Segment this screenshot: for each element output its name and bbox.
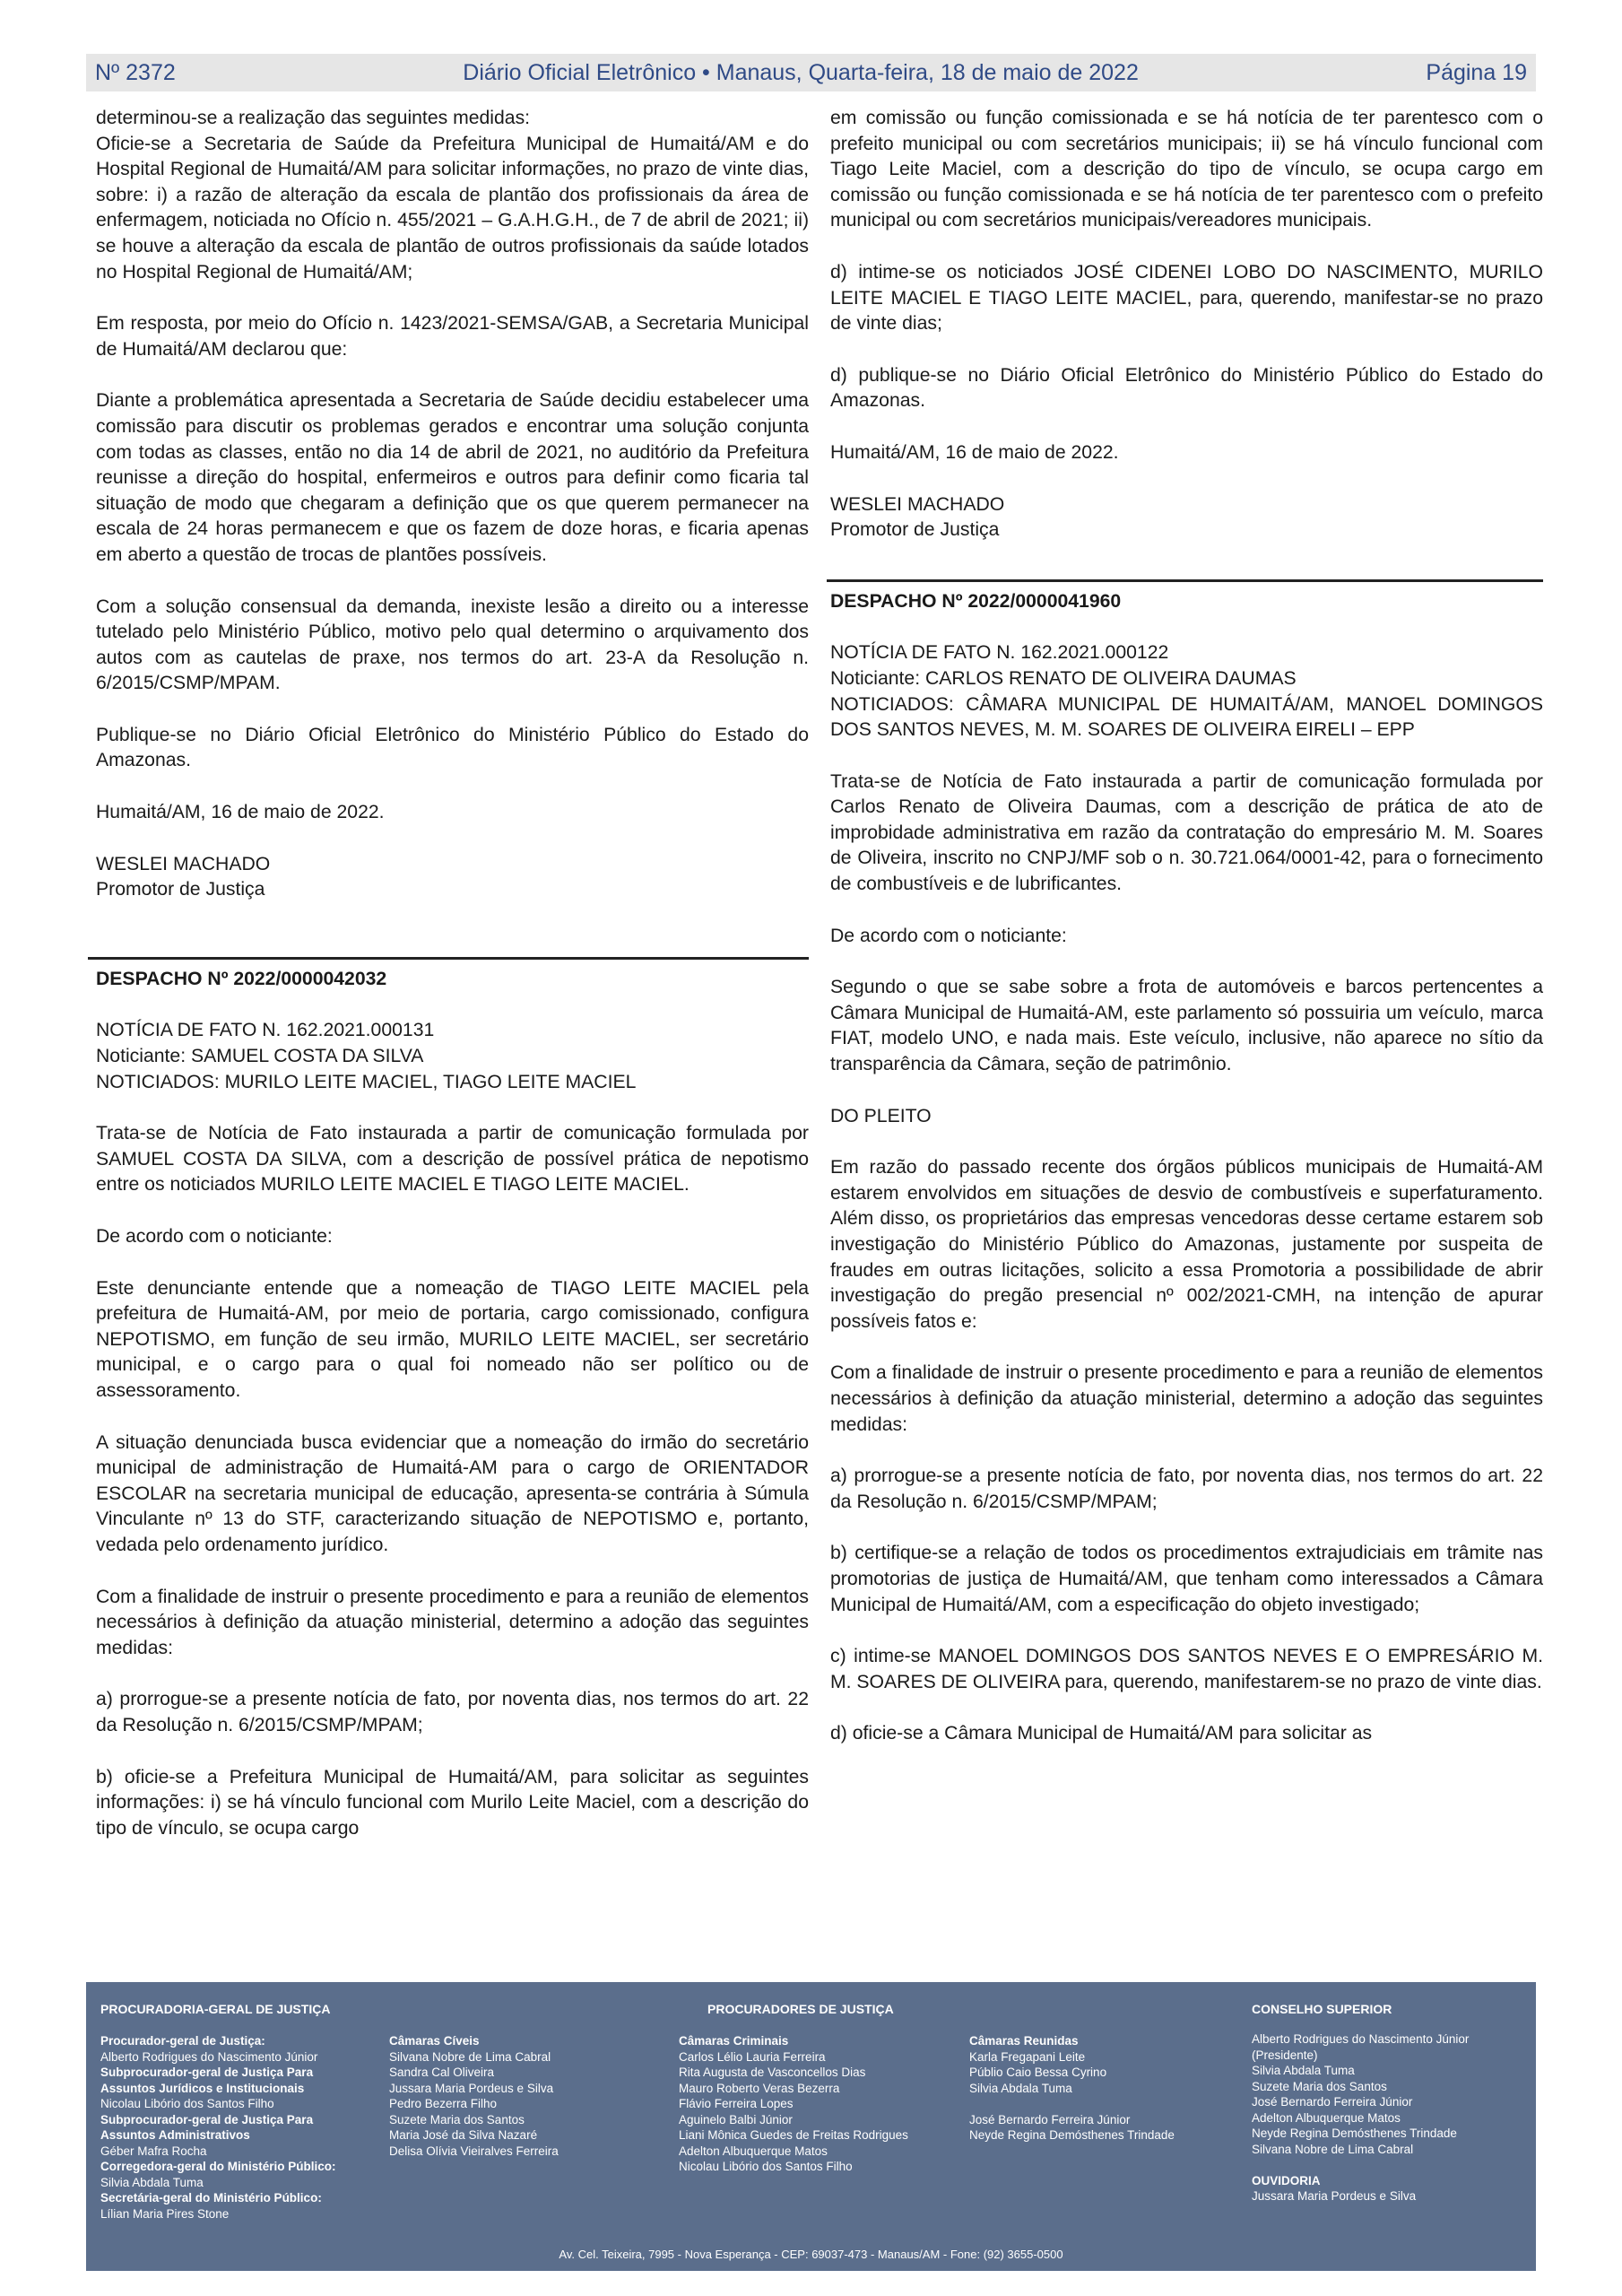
member-name: José Bernardo Ferreira Júnior	[1252, 2095, 1413, 2109]
camaras-civeis-title: Câmaras Cíveis	[389, 2034, 480, 2048]
signature-role: Promotor de Justiça	[96, 879, 265, 900]
signature-name: WESLEI MACHADO	[830, 493, 1005, 515]
paragraph: Com a finalidade de instruir o presente procedimento e para a reunião de elementos necessários à definição da atuação ministerial, determino a adoção das seguintes medidas:	[96, 1586, 809, 1658]
member-name: Públio Caio Bessa Cyrino	[969, 2066, 1107, 2079]
member-name: Rita Augusta de Vasconcellos Dias	[679, 2066, 866, 2079]
paragraph: em comissão ou função comissionada e se há notícia de ter parentesco com o prefeito municipal ou com secretários municipais; ii) se há vínculo funcional com Tiago Leite Maciel, com a descrição do tipo de vínculo, se ocupa cargo em comissão ou função comissionada e se há notícia de ter parentesco com o prefeito municipal ou com secretários municipais/vereadores municipais.	[830, 108, 1543, 231]
paragraph: Trata-se de Notícia de Fato instaurada a partir de comunicação formulada por SAMUEL COSTA DA SILVA, com a descrição de possível prática de nepotismo entre os noticiados MURILO LEITE MACIEL E TIAGO LEITE MACIEL.	[96, 1123, 809, 1196]
member-name: Jussara Maria Pordeus e Silva	[1252, 2189, 1417, 2203]
footer-heading-pgj: PROCURADORIA-GERAL DE JUSTIÇA	[100, 2002, 331, 2016]
publication-title: Diário Oficial Eletrônico • Manaus, Quarta-feira, 18 de maio de 2022	[463, 59, 1139, 85]
case-number: NOTÍCIA DE FATO N. 162.2021.000122	[830, 642, 1169, 664]
member-name: Silvana Nobre de Lima Cabral	[389, 2049, 551, 2064]
member-name: Adelton Albuquerque Matos	[679, 2144, 828, 2158]
pgj-label: Secretária-geral do Ministério Público:	[100, 2191, 322, 2205]
signature-name: WESLEI MACHADO	[96, 853, 271, 874]
paragraph: Com a finalidade de instruir o presente procedimento e para a reunião de elementos necessários à definição da atuação ministerial, determino a adoção das seguintes medidas:	[830, 1362, 1543, 1435]
subheading: DO PLEITO	[830, 1105, 932, 1126]
member-name: Liani Mônica Guedes de Freitas Rodrigues	[679, 2128, 908, 2142]
member-name: Nicolau Libório dos Santos Filho	[679, 2160, 853, 2173]
section-title: DESPACHO Nº 2022/0000042032	[88, 957, 809, 993]
complainant: Noticiante: CARLOS RENATO DE OLIVEIRA DAUMAS	[830, 667, 1297, 689]
member-name: Aguinelo Balbi Júnior	[679, 2112, 793, 2126]
member-name: (Presidente)	[1252, 2048, 1318, 2062]
paragraph: Publique-se no Diário Oficial Eletrônico do Ministério Público do Estado do Amazonas.	[96, 724, 809, 771]
pgj-label: Procurador-geral de Justiça:	[100, 2034, 265, 2048]
camaras-civeis	[389, 2033, 658, 2159]
footer-heading-cs: CONSELHO SUPERIOR	[1252, 2002, 1392, 2016]
date-line: Humaitá/AM, 16 de maio de 2022.	[96, 802, 385, 823]
member-name: Suzete Maria dos Santos	[389, 2112, 525, 2126]
ouvidoria-title: OUVIDORIA	[1252, 2173, 1321, 2187]
respondents: NOTICIADOS: CÂMARA MUNICIPAL DE HUMAITÁ/AM, MANOEL DOMINGOS DOS SANTOS NEVES, M. M. SOARES DE OLIVEIRA EIRELI – EPP	[830, 693, 1543, 741]
pgj-name: Alberto Rodrigues do Nascimento Júnior	[100, 2049, 318, 2064]
paragraph: Em resposta, por meio do Ofício n. 1423/2021-SEMSA/GAB, a Secretaria Municipal de Humaitá/AM declarou que:	[96, 313, 809, 360]
page-header	[86, 54, 1536, 91]
paragraph: determinou-se a realização das seguintes medidas:	[96, 108, 531, 128]
member-name: Silvana Nobre de Lima Cabral	[1252, 2142, 1414, 2156]
member-name: Suzete Maria dos Santos	[1252, 2079, 1387, 2093]
paragraph: De acordo com o noticiante:	[830, 925, 1067, 946]
paragraph: b) certifique-se a relação de todos os procedimentos extrajudiciais em trâmite nas promotorias de justiça de Humaitá/AM, que tenham como interessados a Câmara Municipal de Humaitá/AM, com a especificação do objeto investigado;	[830, 1543, 1543, 1615]
paragraph: d) intime-se os noticiados JOSÉ CIDENEI LOBO DO NASCIMENTO, MURILO LEITE MACIEL E TIAGO LEITE MACIEL, para, querendo, manifestar-se no prazo de vinte dias;	[830, 261, 1543, 335]
camaras-reunidas-title: Câmaras Reunidas	[969, 2034, 1079, 2048]
paragraph: b) oficie-se a Prefeitura Municipal de Humaitá/AM, para solicitar as seguintes informações: i) se há vínculo funcional com Murilo Leite Maciel, com a descrição do tipo de vínculo, se ocupa cargo	[96, 1766, 809, 1839]
page-number: Página 19	[1426, 59, 1527, 85]
member-name: Pedro Bezerra Filho	[389, 2097, 498, 2110]
member-name: Maria José da Silva Nazaré	[389, 2128, 538, 2142]
member-name: Delisa Olívia Vieiralves Ferreira	[389, 2144, 559, 2158]
member-name: Alberto Rodrigues do Nascimento Júnior	[1252, 2032, 1470, 2046]
member-name: Silvia Abdala Tuma	[1252, 2064, 1355, 2077]
paragraph: Em razão do passado recente dos órgãos públicos municipais de Humaitá-AM estarem envolvidos em situações de desvio de combustíveis e superfaturamento. Além disso, os proprietários das empresas vencedoras desse certame estarem sob investigação do Ministério Público do Amazonas, justamente por suspeita de fraudes em outras licitações, solicito a essa Promotoria a possibilidade de abrir investigação do pregão presencial nº 002/2021-CMH, na intenção de apurar possíveis fatos e:	[830, 1157, 1543, 1332]
issue-number: Nº 2372	[95, 59, 176, 85]
paragraph: Oficie-se a Secretaria de Saúde da Prefeitura Municipal de Humaitá/AM e do Hospital Regional de Humaitá/AM para solicitar informações, no prazo de vinte dias, sobre: i) a razão de alteração da escala de plantão dos profissionais da área de enfermagem, noticiada no Ofício n. 455/2021 – G.A.H.G.H., de 7 de abril de 2021; ii) se houve a alteração da escala de plantão de outros profissionais da saúde lotados no Hospital Regional de Humaitá/AM;	[96, 133, 809, 283]
member-name: Mauro Roberto Veras Bezerra	[679, 2081, 840, 2095]
member-name: José Bernardo Ferreira Júnior	[969, 2112, 1131, 2126]
pgj-name: Silvia Abdala Tuma	[100, 2175, 204, 2189]
paragraph: Este denunciante entende que a nomeação de TIAGO LEITE MACIEL pela prefeitura de Humaitá-AM, por meio de portaria, cargo comissionado, configura NEPOTISMO, em função de seu irmão, MURILO LEITE MACIEL, ser secretário municipal, e o cargo para o qual foi nomeado não ser político ou de assessoramento.	[96, 1277, 809, 1401]
camaras-criminais-title: Câmaras Criminais	[679, 2034, 789, 2048]
member-name: Adelton Albuquerque Matos	[1252, 2110, 1401, 2125]
section-title: DESPACHO Nº 2022/0000041960	[827, 579, 1543, 615]
paragraph: Diante a problemática apresentada a Secretaria de Saúde decidiu estabelecer uma comissão para discutir os problemas gerados e encontrar uma solução conjunta com todas as classes, então no dia 14 de abril de 2021, no auditório da Prefeitura reunisse a direção do hospital, enfermeiros e outros para definir como ficaria tal situação de modo que chegaram a definição que os que querem permanecer na escala de 24 horas permanecem e que os fazem de doze horas, e ficaria apenas em aberto a questão de trocas de plantões possíveis.	[96, 390, 809, 565]
paragraph: a) prorrogue-se a presente notícia de fato, por noventa dias, nos termos do art. 22 da Resolução n. 6/2015/CSMP/MPAM;	[96, 1689, 809, 1735]
member-name: Silvia Abdala Tuma	[969, 2081, 1072, 2095]
member-name: Carlos Lélio Lauria Ferreira	[679, 2049, 826, 2064]
date-line: Humaitá/AM, 16 de maio de 2022.	[830, 441, 1119, 463]
case-number: NOTÍCIA DE FATO N. 162.2021.000131	[96, 1020, 435, 1041]
paragraph: c) intime-se MANOEL DOMINGOS DOS SANTOS NEVES E O EMPRESÁRIO M. M. SOARES DE OLIVEIRA para, querendo, manifestarem-se no prazo de vinte dias.	[830, 1646, 1543, 1692]
complainant: Noticiante: SAMUEL COSTA DA SILVA	[96, 1046, 424, 1067]
member-name: Neyde Regina Demósthenes Trindade	[1252, 2126, 1457, 2140]
paragraph: De acordo com o noticiante:	[96, 1226, 333, 1247]
pgj-list	[100, 2033, 369, 2222]
footer-heading-pj: PROCURADORES DE JUSTIÇA	[707, 2002, 894, 2016]
paragraph: d) publique-se no Diário Oficial Eletrônico do Ministério Público do Estado do Amazonas.	[830, 364, 1543, 412]
camaras-criminais	[679, 2033, 957, 2175]
pgj-name: Lílian Maria Pires Stone	[100, 2206, 230, 2221]
member-name: Karla Fregapani Leite	[969, 2049, 1086, 2064]
pgj-name: Géber Mafra Rocha	[100, 2144, 207, 2158]
page-footer	[86, 1982, 1536, 2271]
member-name: Flávio Ferreira Lopes	[679, 2097, 794, 2110]
left-column	[96, 106, 809, 1841]
pgj-label: Subprocurador-geral de Justiça Para Assuntos Administrativos	[100, 2112, 314, 2142]
paragraph: d) oficie-se a Câmara Municipal de Humaitá/AM para solicitar as	[830, 1723, 1373, 1744]
paragraph: Com a solução consensual da demanda, inexiste lesão a direito ou a interesse tutelado pelo Ministério Público, motivo pelo qual determino o arquivamento dos autos com as cautelas de praxe, nos termos do art. 23-A da Resolução n. 6/2015/CSMP/MPAM.	[96, 596, 809, 694]
member-name: Neyde Regina Demósthenes Trindade	[969, 2128, 1175, 2142]
conselho-superior	[1252, 2031, 1521, 2205]
paragraph: Trata-se de Notícia de Fato instaurada a partir de comunicação formulada por Carlos Renato de Oliveira Daumas, com a descrição de prática de ato de improbidade administrativa em razão da contratação do empresário M. M. Soares de Oliveira, inscrito no CNPJ/MF sob o n. 30.721.064/0001-42, para o fornecimento de combustíveis e de lubrificantes.	[830, 770, 1543, 895]
member-name: Sandra Cal Oliveira	[389, 2066, 495, 2079]
pgj-label: Subprocurador-geral de Justiça Para Assuntos Jurídicos e Institucionais	[100, 2066, 314, 2095]
member-name: Jussara Maria Pordeus e Silva	[389, 2081, 554, 2095]
signature-role: Promotor de Justiça	[830, 519, 1000, 541]
paragraph: a) prorrogue-se a presente notícia de fato, por noventa dias, nos termos do art. 22 da Resolução n. 6/2015/CSMP/MPAM;	[830, 1465, 1543, 1512]
footer-address: Av. Cel. Teixeira, 7995 - Nova Esperança - CEP: 69037-473 - Manaus/AM - Fone: (92) 3655-0500	[559, 2247, 1063, 2261]
pgj-name: Nicolau Libório dos Santos Filho	[100, 2097, 274, 2110]
respondents: NOTICIADOS: MURILO LEITE MACIEL, TIAGO LEITE MACIEL	[96, 1071, 637, 1092]
right-column	[830, 106, 1543, 1747]
paragraph: A situação denunciada busca evidenciar que a nomeação do irmão do secretário municipal de administração de Humaitá-AM para o cargo de ORIENTADOR ESCOLAR na secretaria municipal de educação, apresenta-se contrária à Súmula Vinculante nº 13 do STF, caracterizando situação de NEPOTISMO e, portanto, vedada pelo ordenamento jurídico.	[96, 1431, 809, 1555]
camaras-reunidas	[969, 2033, 1238, 2144]
paragraph: Segundo o que se sabe sobre a frota de automóveis e barcos pertencentes a Câmara Municipal de Humaitá-AM, este parlamento só possuiria um veículo, marca FIAT, modelo UNO, e nada mais. Este veículo, inclusive, não aparece no sítio da transparência da Câmara, seção de patrimônio.	[830, 977, 1543, 1075]
pgj-label: Corregedora-geral do Ministério Público:	[100, 2160, 336, 2173]
